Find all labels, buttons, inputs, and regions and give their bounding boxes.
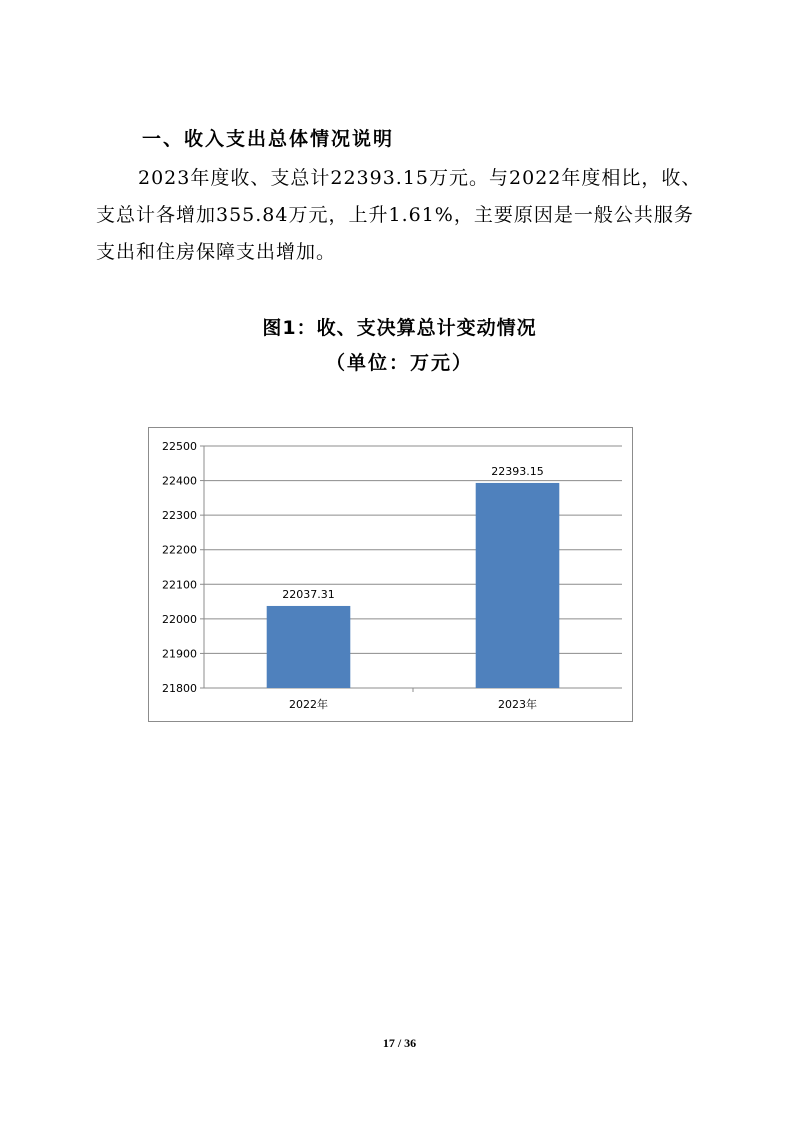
data-label: 22037.31	[282, 587, 335, 601]
page-number: 17 / 36	[382, 1036, 417, 1050]
y-tick-label: 22100	[162, 578, 197, 592]
y-tick-label: 22000	[162, 612, 197, 626]
y-tick-label: 22200	[162, 543, 197, 557]
figure-title: 图1：收、支决算总计变动情况	[262, 317, 537, 339]
y-tick-label: 22400	[162, 474, 197, 488]
x-tick-label: 2023年	[498, 698, 537, 711]
x-tick-label: 2022年	[289, 698, 328, 711]
data-label: 22393.15	[491, 464, 544, 478]
y-tick-label: 22300	[162, 509, 197, 523]
figure-unit: （单位：万元）	[325, 352, 473, 374]
y-tick-label: 22500	[162, 440, 197, 453]
section-heading: 一、收入支出总体情况说明	[142, 128, 395, 150]
summary-paragraph: 2023年度收、支总计22393.15万元。与2022年度相比，收、支总计各增加355.84万元，上升1.61%，主要原因是一般公共服务支出和住房保障支出增加。	[96, 167, 702, 263]
body-text	[96, 160, 708, 271]
chart-canvas	[149, 428, 634, 723]
bar-chart	[148, 427, 633, 722]
bar	[267, 606, 351, 688]
y-tick-label: 21900	[162, 647, 197, 661]
bar	[476, 483, 560, 688]
y-tick-label: 21800	[162, 682, 197, 695]
